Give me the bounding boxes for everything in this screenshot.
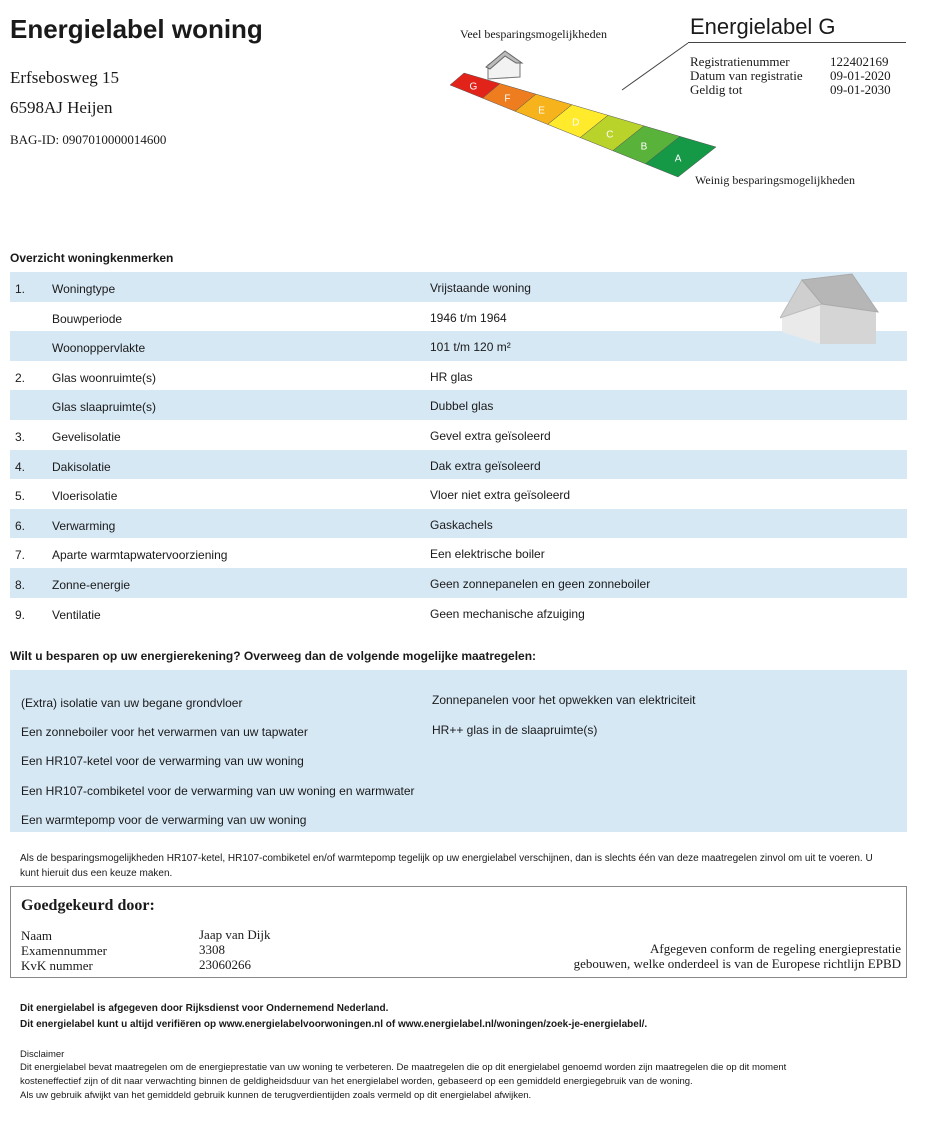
- row-number: 1.: [15, 282, 26, 296]
- row-label: Verwarming: [52, 518, 116, 533]
- scale-bottom-text: Weinig besparingsmogelijkheden: [695, 173, 855, 187]
- address-postcode-city: 6598AJ Heijen: [10, 98, 113, 117]
- row-number: 4.: [15, 459, 26, 474]
- label-underline: [688, 42, 906, 43]
- characteristic-row: [10, 272, 907, 302]
- row-value: Geen zonnepanelen en geen zonneboiler: [430, 576, 651, 591]
- row-number: 2.: [15, 370, 26, 385]
- page-title: Energielabel woning: [10, 14, 263, 44]
- advice-item: Een zonneboiler voor het verwarmen van uw tapwater: [21, 725, 308, 739]
- row-number: 7.: [15, 548, 26, 563]
- approval-label: Naam: [21, 928, 53, 943]
- row-label: Glas slaapruimte(s): [52, 400, 157, 415]
- advice-item: HR++ glas in de slaapruimte(s): [432, 723, 598, 737]
- characteristics-table: [10, 272, 907, 627]
- reg-label: Registratienummer: [690, 54, 790, 69]
- advice-item: (Extra) isolatie van uw begane grondvloer: [21, 696, 243, 710]
- row-label: Zonne-energie: [52, 577, 131, 592]
- conform-line-1: Afgegeven conform de regeling energieprestatie: [650, 941, 901, 956]
- verify-text: Dit energielabel kunt u altijd verifiëren op www.energielabelvoorwoningen.nl of www.energielabel.nl/woningen/zoek-je-energielabel/.: [20, 1019, 648, 1030]
- scale-letter: A: [674, 153, 682, 165]
- energy-label-title: Energielabel G: [690, 14, 836, 39]
- row-label: Woningtype: [52, 282, 116, 296]
- approval-label: Examennummer: [21, 943, 107, 958]
- reg-label: Datum van registratie: [690, 68, 803, 83]
- characteristic-row: [10, 390, 907, 420]
- scale-letter: D: [572, 117, 580, 129]
- characteristic-row: [10, 509, 907, 539]
- disclaimer-line: kosteneffectief zijn of dit naar verwachting binnen de geldigheidsduur van het energielabel worden, gebaseerd op een gemiddeld energiegebruik van de woning.: [20, 1076, 693, 1087]
- registration-info: [690, 55, 910, 97]
- row-value: Dak extra geïsoleerd: [430, 458, 541, 473]
- conform-line-2: gebouwen, welke onderdeel is van de Europese richtlijn EPBD: [573, 956, 901, 971]
- issued-by-text: Dit energielabel is afgegeven door Rijksdienst voor Ondernemend Nederland.: [20, 1003, 389, 1014]
- disclaimer-title: Disclaimer: [20, 1049, 65, 1060]
- row-label: Aparte warmtapwatervoorziening: [52, 548, 228, 563]
- reg-value: 09-01-2020: [830, 68, 891, 83]
- scale-letter: C: [606, 129, 614, 141]
- reg-value: 09-01-2030: [830, 82, 891, 97]
- approval-value: 23060266: [199, 957, 251, 972]
- row-value: Gevel extra geïsoleerd: [430, 428, 551, 443]
- scale-letter: E: [538, 105, 545, 117]
- row-label: Woonoppervlakte: [52, 341, 146, 356]
- row-value: 101 t/m 120 m²: [430, 340, 511, 355]
- row-number: 6.: [15, 518, 26, 533]
- advice-note: Als de besparingsmogelijkheden HR107-ketel, HR107-combiketel en/of warmtepomp tegelijk op uw energielabel verschijnen, dan is slechts één van deze maatregelen zinvol om uit te voeren. U kunt hieruit dus een keuze maken.: [20, 853, 873, 879]
- disclaimer-line: Als uw gebruik afwijkt van het gemiddeld gebruik kunnen de terugverdientijden zoals vermeld op dit energielabel afwijken.: [20, 1090, 532, 1101]
- row-value: Gaskachels: [430, 517, 493, 532]
- row-label: Dakisolatie: [52, 459, 111, 474]
- scale-house-icon: [486, 51, 522, 79]
- advice-item: Een HR107-ketel voor de verwarming van uw woning: [21, 754, 304, 768]
- row-value: Geen mechanische afzuiging: [430, 606, 585, 621]
- characteristic-row: [10, 568, 907, 598]
- row-value: Vrijstaande woning: [430, 281, 531, 295]
- bag-id: BAG-ID: 0907010000014600: [10, 132, 167, 147]
- reg-label: Geldig tot: [690, 82, 743, 97]
- advice-item: Een HR107-combiketel voor de verwarming van uw woning en warmwater: [21, 784, 415, 798]
- characteristic-row: [10, 479, 907, 509]
- characteristic-row: [10, 538, 907, 568]
- approval-value: 3308: [199, 942, 225, 957]
- row-label: Glas woonruimte(s): [52, 370, 157, 385]
- row-label: Vloerisolatie: [52, 489, 118, 504]
- characteristic-row: [10, 450, 907, 480]
- characteristic-row: [10, 361, 907, 391]
- scale-letter: B: [640, 141, 648, 153]
- house-icon: [780, 272, 880, 347]
- disclaimer-line: Dit energielabel bevat maatregelen om de energieprestatie van uw woning te verbeteren. De maatregelen die op dit energielabel genoemd worden zijn maatregelen die op dit moment: [20, 1062, 787, 1073]
- advice-item: Een warmtepomp voor de verwarming van uw woning: [21, 813, 307, 827]
- address-street: Erfsebosweg 15: [10, 68, 120, 87]
- row-value: HR glas: [430, 369, 473, 384]
- row-number: 3.: [15, 429, 26, 444]
- row-value: Dubbel glas: [430, 399, 494, 414]
- row-label: Gevelisolatie: [52, 429, 121, 444]
- scale-letter: F: [504, 93, 511, 105]
- row-value: 1946 t/m 1964: [430, 310, 507, 325]
- scale-top-text: Veel besparingsmogelijkheden: [460, 27, 607, 41]
- characteristic-row: [10, 420, 907, 450]
- row-label: Ventilatie: [52, 607, 101, 622]
- advice-item: Zonnepanelen voor het opwekken van elektriciteit: [432, 693, 696, 707]
- row-value: Een elektrische boiler: [430, 547, 545, 562]
- characteristic-row: [10, 302, 907, 332]
- row-number: 9.: [15, 607, 26, 622]
- advice-title: Wilt u besparen op uw energierekening? Overweeg dan de volgende mogelijke maatregelen:: [10, 649, 537, 663]
- approval-value: Jaap van Dijk: [199, 927, 271, 942]
- approval-title: Goedgekeurd door:: [21, 897, 155, 914]
- approval-label: KvK nummer: [21, 958, 93, 973]
- reg-value: 122402169: [830, 54, 889, 69]
- row-number: 8.: [15, 577, 26, 592]
- row-label: Bouwperiode: [52, 311, 123, 326]
- overview-title: Overzicht woningkenmerken: [10, 251, 174, 265]
- characteristic-row: [10, 598, 907, 628]
- characteristic-row: [10, 331, 907, 361]
- scale-letter: G: [469, 81, 478, 93]
- label-connector-line: [620, 42, 690, 92]
- row-number: 5.: [15, 489, 26, 504]
- row-value: Vloer niet extra geïsoleerd: [430, 488, 571, 503]
